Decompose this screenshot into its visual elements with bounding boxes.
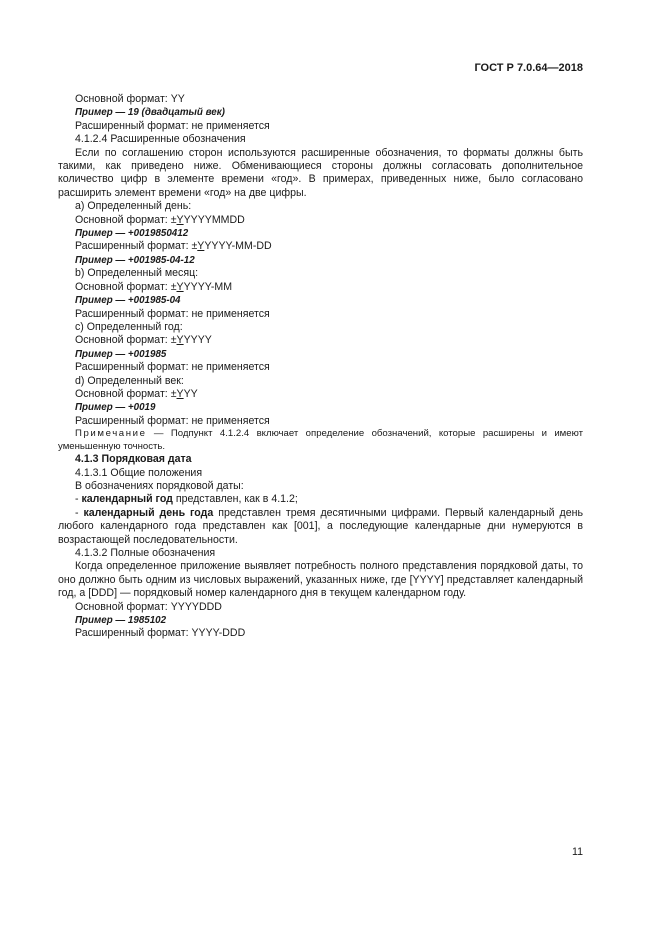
example-ordinal: Пример — 1985102 bbox=[75, 615, 167, 627]
example-day-basic: Пример — +0019850412 bbox=[75, 228, 189, 240]
basic-format-century-ext: Основной формат: ±YYY bbox=[75, 387, 198, 400]
ordinal-intro: В обозначениях порядковой даты: bbox=[75, 479, 244, 492]
basic-format-day: Основной формат: ±YYYYYMMDD bbox=[75, 213, 245, 226]
document-id: ГОСТ Р 7.0.64—2018 bbox=[474, 62, 583, 74]
extended-format-ordinal: Расширенный формат: YYYY-DDD bbox=[75, 627, 246, 640]
page-number: 11 bbox=[572, 846, 583, 858]
basic-format-ordinal: Основной формат: YYYYDDD bbox=[75, 600, 222, 613]
list-item-calendar-year: - календарный год представлен, как в 4.1.2; bbox=[75, 493, 298, 506]
page-body bbox=[58, 93, 583, 641]
item-d: d) Определенный век: bbox=[75, 374, 184, 387]
example-month: Пример — +001985-04 bbox=[75, 295, 181, 307]
note-label: Примечание bbox=[75, 428, 147, 440]
basic-format-century: Основной формат: YY bbox=[75, 93, 185, 105]
note: Примечание — Подпункт 4.1.2.4 включает определение обозначений, которые расширены и имеют уменьшенную точность. bbox=[58, 428, 583, 452]
subsection-4-1-3-2: 4.1.3.2 Полные обозначения bbox=[75, 547, 216, 559]
item-b: b) Определенный месяц: bbox=[75, 267, 199, 280]
extended-format-month-na: Расширенный формат: не применяется bbox=[75, 307, 270, 320]
paragraph-extended-intro: Если по соглашению сторон используются расширенные обозначения, то форматы должны быть такими, как приведено ниже. Обменивающиеся стороны должны согласовать дополнительное количество цифр в элементе времени «год». В примерах, приведенных ниже, было согласовано расширить элемент времени «год» на две цифры. bbox=[58, 146, 583, 199]
extended-format-year-na: Расширенный формат: не применяется bbox=[75, 361, 270, 374]
item-c: c) Определенный год: bbox=[75, 320, 183, 333]
example-century-ext: Пример — +0019 bbox=[75, 402, 156, 414]
extended-format-na: Расширенный формат: не применяется bbox=[75, 119, 270, 132]
item-a: a) Определенный день: bbox=[75, 200, 192, 213]
basic-format-year: Основной формат: ±YYYYY bbox=[75, 334, 212, 347]
basic-format-month: Основной формат: ±YYYYY-MM bbox=[75, 280, 233, 293]
subsection-4-1-2-4: 4.1.2.4 Расширенные обозначения bbox=[75, 133, 246, 146]
example-day-extended: Пример — +001985-04-12 bbox=[75, 254, 195, 266]
subsection-4-1-3-1: 4.1.3.1 Общие положения bbox=[75, 466, 203, 479]
section-title-ordinal-date: 4.1.3 Порядковая дата bbox=[75, 453, 192, 466]
list-item-calendar-day: - календарный день года представлен тремя десятичными цифрами. Первый календарный день любого календарного года представлен как [001], а последующие календарные дни нумеруются в возрастающей последовательности. bbox=[58, 506, 583, 546]
paragraph-full-notation: Когда определенное приложение выявляет потребность полного представления порядковой даты, то оно должно быть одним из числовых выражений, указанных ниже, где [YYYY] представляет календарный год, а [DDD] — порядковый номер календарного дня в текущем календарном году. bbox=[58, 560, 583, 600]
extended-format-day: Расширенный формат: ±YYYYY-MM-DD bbox=[75, 240, 272, 253]
example-century: Пример — 19 (двадцатый век) bbox=[75, 107, 225, 119]
extended-format-century-na: Расширенный формат: не применяется bbox=[75, 414, 270, 427]
example-year: Пример — +001985 bbox=[75, 348, 167, 360]
